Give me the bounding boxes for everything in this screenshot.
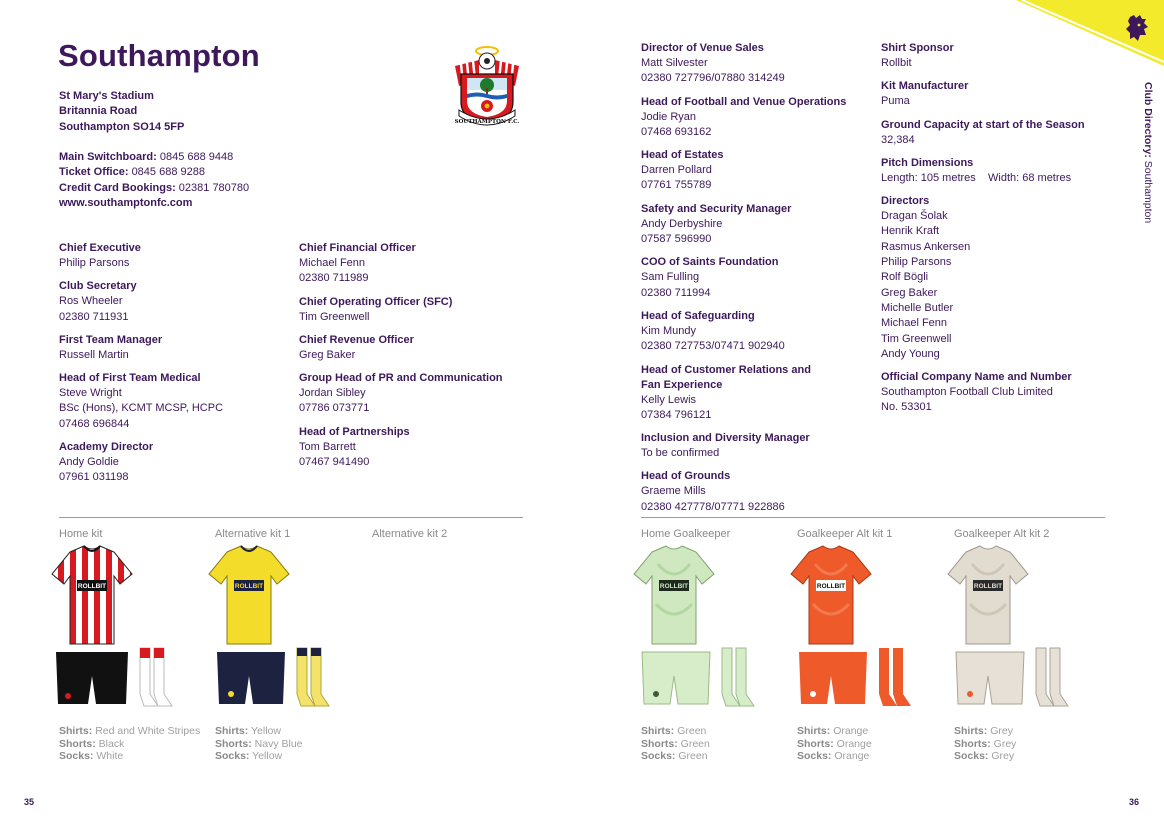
svg-text:ROLLBIT: ROLLBIT [973, 583, 1003, 590]
official-entry [59, 333, 289, 363]
official-name: Tim Greenwell [299, 310, 370, 323]
kit-shorts: Shorts: Navy Blue [215, 737, 303, 750]
official-title: Director of Venue Sales [641, 42, 764, 54]
official-entry [641, 148, 876, 194]
official-phone: 02380 727753/07471 902940 [641, 340, 785, 353]
kit-socks: Socks: Orange [797, 750, 870, 762]
alternative-kit-1-image [203, 544, 333, 716]
officials-column-1 [59, 241, 289, 494]
address-line: St Mary's Stadium [59, 90, 154, 102]
official-name: Jodie Ryan [641, 110, 697, 123]
director-name: Rasmus Ankersen [881, 240, 971, 253]
official-name: Russell Martin [59, 348, 129, 361]
svg-text:ROLLBIT: ROLLBIT [234, 583, 264, 590]
official-title: Head of First Team Medical [59, 372, 201, 385]
officials-column-4 [881, 41, 1106, 424]
kit-shirts: Shirts: Red and White Stripes [59, 725, 201, 737]
official-entry [299, 371, 539, 417]
director-name: Dragan Šolak [881, 210, 948, 223]
official-phone: 07786 073771 [299, 402, 370, 415]
official-name: Kim Mundy [641, 324, 697, 337]
official-entry [59, 371, 289, 432]
official-phone: 07468 696844 [59, 417, 130, 430]
official-title: Shirt Sponsor [881, 42, 954, 54]
official-value: Puma [881, 95, 910, 108]
official-phone: 07961 031198 [59, 471, 129, 484]
official-value: No. 53301 [881, 401, 932, 414]
director-name: Michael Fenn [881, 317, 948, 330]
official-qualifications: BSc (Hons), KCMT MCSP, HCPC [59, 402, 224, 415]
official-name: Ros Wheeler [59, 295, 123, 308]
kit-description [954, 725, 1016, 763]
official-phone: 02380 711989 [299, 272, 369, 285]
kit-socks: Socks: White [59, 750, 124, 762]
official-phone: 07587 596990 [641, 233, 712, 246]
director-name: Tim Greenwell [881, 332, 952, 345]
official-entry [641, 95, 876, 141]
official-name: Matt Silvester [641, 57, 708, 69]
official-title: Head of Grounds [641, 470, 731, 483]
director-name: Philip Parsons [881, 256, 952, 269]
official-name: Sam Fulling [641, 271, 700, 284]
official-title: Official Company Name and Number [881, 371, 1072, 384]
page-number-right: 36 [1129, 797, 1140, 807]
club-title: Southampton [58, 38, 260, 73]
home-kit-image [46, 544, 176, 716]
official-entry [299, 425, 539, 471]
crest-banner-text: SOUTHAMPTON F.C. [454, 119, 520, 125]
league-lion-icon [1124, 13, 1150, 43]
address-line: Southampton SO14 5FP [59, 120, 185, 133]
official-title: Academy Director [59, 441, 154, 454]
kit-description [59, 725, 200, 763]
official-entry [641, 309, 876, 355]
official-title: Head of Football and Venue Operations [641, 95, 847, 108]
official-name: Tom Barrett [299, 440, 356, 453]
official-title: Head of Customer Relations and Fan Experience [641, 363, 811, 391]
kit-shorts: Shorts: Green [641, 737, 710, 750]
official-entry [881, 41, 1106, 71]
official-title: Group Head of PR and Communication [299, 372, 503, 385]
svg-text:ROLLBIT: ROLLBIT [659, 583, 689, 590]
official-phone: 02380 711931 [59, 310, 129, 323]
official-name: Kelly Lewis [641, 393, 697, 406]
official-title: Chief Operating Officer (SFC) [299, 295, 453, 308]
official-phone: 07468 693162 [641, 125, 712, 138]
official-entry [881, 79, 1106, 109]
svg-text:ROLLBIT: ROLLBIT [77, 583, 107, 590]
official-title: COO of Saints Foundation [641, 256, 779, 269]
goalkeeper-alt-kit-2-image [942, 544, 1072, 716]
official-title: Club Secretary [59, 280, 137, 293]
official-name: Michael Fenn [299, 257, 366, 269]
kit-shorts: Shorts: Black [59, 737, 125, 750]
director-name: Andy Young [881, 347, 940, 360]
official-entry [641, 202, 876, 248]
kit-shirts: Shirts: Grey [954, 725, 1013, 737]
director-name: Henrik Kraft [881, 225, 940, 238]
official-title: Kit Manufacturer [881, 80, 969, 93]
official-entry [59, 440, 289, 486]
director-name: Rolf Bögli [881, 271, 929, 284]
club-address [59, 89, 184, 135]
kit-label: Goalkeeper Alt kit 1 [797, 528, 893, 540]
official-entry [641, 469, 876, 515]
director-name: Greg Baker [881, 286, 938, 299]
kit-shirts: Shirts: Green [641, 725, 707, 737]
official-entry [641, 255, 876, 301]
official-name: Graeme Mills [641, 485, 706, 498]
official-entry [881, 156, 1106, 186]
officials-column-2 [299, 241, 539, 478]
officials-column-3 [641, 41, 876, 523]
director-name: Michelle Butler [881, 301, 954, 314]
official-title: Head of Partnerships [299, 425, 410, 438]
official-entry [299, 241, 539, 287]
official-entry [59, 241, 289, 271]
official-name: To be confirmed [641, 447, 720, 460]
official-entry [641, 431, 876, 461]
official-entry [59, 279, 289, 325]
kit-description [641, 725, 710, 763]
official-phone: 02380 711994 [641, 286, 711, 299]
contact-line: Main Switchboard: 0845 688 9448 [59, 151, 234, 163]
official-name: Darren Pollard [641, 164, 712, 177]
kit-label: Alternative kit 1 [215, 528, 291, 540]
official-name: Andy Goldie [59, 456, 119, 469]
official-title: Safety and Security Manager [641, 202, 792, 215]
contact-line: Ticket Office: 0845 688 9288 [59, 166, 205, 179]
club-crest [449, 44, 525, 130]
kit-description [215, 725, 303, 763]
official-title: First Team Manager [59, 333, 163, 346]
kits-divider-right [641, 517, 1105, 518]
official-name: Jordan Sibley [299, 387, 366, 400]
kit-label: Goalkeeper Alt kit 2 [954, 528, 1050, 540]
official-value: Length: 105 metres Width: 68 metres [881, 171, 1072, 184]
official-entry [881, 370, 1106, 416]
official-entry [641, 363, 811, 424]
side-label: Club Directory: Southampton [1142, 82, 1154, 224]
official-value: Rollbit [881, 57, 912, 69]
official-phone: 02380 427778/07771 922886 [641, 500, 785, 513]
official-phone: 02380 727796/07880 314249 [641, 72, 785, 85]
kit-label: Alternative kit 2 [372, 528, 448, 540]
kit-socks: Socks: Green [641, 750, 708, 762]
official-title: Chief Financial Officer [299, 242, 416, 254]
home-goalkeeper-kit-image [628, 544, 758, 716]
official-title: Ground Capacity at start of the Season [881, 118, 1085, 131]
official-title: Inclusion and Diversity Manager [641, 432, 810, 445]
official-entry [299, 333, 539, 363]
official-title: Chief Executive [59, 242, 141, 254]
kits-divider-left [59, 517, 523, 518]
kit-label: Home Goalkeeper [641, 528, 731, 540]
contact-line: Credit Card Bookings: 02381 780780 [59, 181, 250, 194]
kit-socks: Socks: Yellow [215, 750, 283, 762]
official-title: Head of Safeguarding [641, 309, 755, 322]
kit-shirts: Shirts: Orange [797, 725, 869, 737]
official-title: Head of Estates [641, 149, 724, 162]
kit-label: Home kit [59, 528, 103, 540]
official-name: Steve Wright [59, 387, 122, 400]
official-value: 32,384 [881, 133, 915, 146]
page-number-left: 35 [24, 797, 35, 807]
official-title: Directors [881, 195, 930, 208]
website-link[interactable]: www.southamptonfc.com [59, 196, 193, 209]
official-phone: 07467 941490 [299, 456, 370, 469]
official-entry [299, 295, 539, 325]
contact-block [59, 150, 249, 211]
kit-shorts: Shorts: Grey [954, 737, 1017, 750]
official-value: Southampton Football Club Limited [881, 386, 1053, 399]
official-entry [641, 41, 876, 87]
official-entry [881, 118, 1106, 148]
official-phone: 07761 755789 [641, 179, 712, 192]
svg-text:ROLLBIT: ROLLBIT [816, 583, 846, 590]
kit-description [797, 725, 872, 763]
kit-socks: Socks: Grey [954, 750, 1015, 762]
official-name: Philip Parsons [59, 257, 130, 269]
official-title: Pitch Dimensions [881, 156, 974, 169]
goalkeeper-alt-kit-1-image [785, 544, 915, 716]
kit-shorts: Shorts: Orange [797, 737, 872, 750]
official-entry [881, 194, 1106, 362]
official-title: Chief Revenue Officer [299, 333, 414, 346]
official-name: Greg Baker [299, 348, 356, 361]
official-phone: 07384 796121 [641, 408, 712, 421]
address-line: Britannia Road [59, 105, 138, 118]
official-name: Andy Derbyshire [641, 217, 723, 230]
kit-shirts: Shirts: Yellow [215, 725, 281, 737]
